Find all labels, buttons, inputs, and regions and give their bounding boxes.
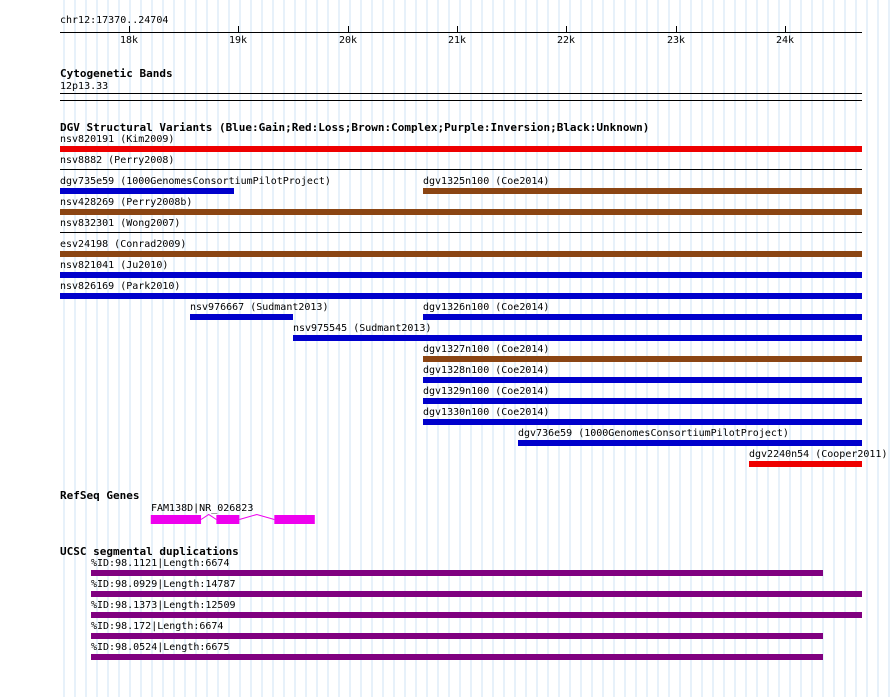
ruler-tick: [457, 26, 458, 32]
dgv-variant-label[interactable]: nsv820191 (Kim2009): [60, 134, 175, 145]
dgv-variant-label[interactable]: nsv821041 (Ju2010): [60, 260, 169, 271]
ruler-tick-label: 20k: [338, 35, 358, 46]
segdup-bar[interactable]: [91, 612, 862, 618]
cytoband-label: 12p13.33: [60, 81, 109, 92]
dgv-variant-bar[interactable]: [518, 440, 862, 446]
dgv-variant-label[interactable]: nsv975545 (Sudmant2013): [293, 323, 432, 334]
ruler-tick-label: 22k: [556, 35, 576, 46]
dgv-variant-bar[interactable]: [60, 169, 862, 170]
cytoband-top-line: [60, 93, 862, 94]
segdup-bar[interactable]: [91, 570, 823, 576]
segdup-bar[interactable]: [91, 591, 862, 597]
dgv-variant-label[interactable]: nsv826169 (Park2010): [60, 281, 181, 292]
segdup-label[interactable]: %ID:98.1373|Length:12509: [91, 600, 236, 611]
ruler-tick: [129, 26, 130, 32]
dgv-variant-bar[interactable]: [423, 356, 862, 362]
segdup-label[interactable]: %ID:98.0929|Length:14787: [91, 579, 236, 590]
dgv-track-title[interactable]: DGV Structural Variants (Blue:Gain;Red:Loss;Brown:Complex;Purple:Inversion;Black:Unknown): [60, 121, 650, 134]
ruler-tick-label: 18k: [119, 35, 139, 46]
dgv-variant-bar[interactable]: [60, 272, 862, 278]
dgv-variant-bar[interactable]: [60, 188, 234, 194]
dgv-variant-bar[interactable]: [60, 232, 862, 233]
dgv-variant-bar[interactable]: [423, 377, 862, 383]
dgv-variant-bar[interactable]: [60, 251, 862, 257]
dgv-variant-label[interactable]: dgv1329n100 (Coe2014): [423, 386, 550, 397]
ruler-tick-label: 23k: [666, 35, 686, 46]
dgv-variant-label[interactable]: nsv8882 (Perry2008): [60, 155, 175, 166]
dgv-variant-bar[interactable]: [60, 293, 862, 299]
ruler-tick-label: 19k: [228, 35, 248, 46]
ruler-axis-line: [60, 32, 862, 33]
dgv-variant-bar[interactable]: [423, 419, 862, 425]
cytoband-track-title[interactable]: Cytogenetic Bands: [60, 67, 173, 80]
dgv-variant-label[interactable]: dgv1330n100 (Coe2014): [423, 407, 550, 418]
dgv-variant-bar[interactable]: [60, 146, 862, 152]
gene-label[interactable]: FAM138D|NR_026823: [151, 503, 254, 514]
dgv-variant-bar[interactable]: [293, 335, 862, 341]
ruler-tick-label: 21k: [447, 35, 467, 46]
dgv-variant-bar[interactable]: [423, 314, 862, 320]
dgv-variant-label[interactable]: nsv976667 (Sudmant2013): [190, 302, 329, 313]
dgv-variant-label[interactable]: esv24198 (Conrad2009): [60, 239, 187, 250]
dgv-variant-bar[interactable]: [423, 398, 862, 404]
dgv-variant-label[interactable]: dgv735e59 (1000GenomesConsortiumPilotProject): [60, 176, 331, 187]
gene-exon[interactable]: [151, 515, 201, 524]
segdup-label[interactable]: %ID:98.0524|Length:6675: [91, 642, 230, 653]
segdup-label[interactable]: %ID:98.1121|Length:6674: [91, 558, 230, 569]
dgv-variant-bar[interactable]: [749, 461, 862, 467]
dgv-variant-bar[interactable]: [190, 314, 293, 320]
gene-exon[interactable]: [274, 515, 314, 524]
segdup-bar[interactable]: [91, 633, 823, 639]
dgv-variant-label[interactable]: dgv1328n100 (Coe2014): [423, 365, 550, 376]
dgv-variant-label[interactable]: nsv832301 (Wong2007): [60, 218, 181, 229]
segdup-label[interactable]: %ID:98.172|Length:6674: [91, 621, 224, 632]
dgv-variant-label[interactable]: dgv1326n100 (Coe2014): [423, 302, 550, 313]
dgv-variant-bar[interactable]: [60, 209, 862, 215]
ruler-tick-label: 24k: [775, 35, 795, 46]
ruler-position-label: chr12:17370..24704: [60, 15, 169, 26]
refseq-track-title[interactable]: RefSeq Genes: [60, 489, 140, 502]
ruler-tick: [566, 26, 567, 32]
gene-model[interactable]: [0, 512, 890, 528]
gene-intron: [239, 515, 274, 520]
cytoband-bottom-line: [60, 100, 862, 101]
dgv-variant-label[interactable]: dgv1325n100 (Coe2014): [423, 176, 550, 187]
ruler-tick: [785, 26, 786, 32]
dgv-variant-bar[interactable]: [423, 188, 862, 194]
dgv-variant-label[interactable]: dgv2240n54 (Cooper2011): [749, 449, 888, 460]
dgv-variant-label[interactable]: dgv736e59 (1000GenomesConsortiumPilotProject): [518, 428, 789, 439]
dgv-variant-label[interactable]: nsv428269 (Perry2008b): [60, 197, 193, 208]
segdup-bar[interactable]: [91, 654, 823, 660]
gene-intron: [201, 515, 216, 520]
ruler-tick: [676, 26, 677, 32]
dgv-variant-label[interactable]: dgv1327n100 (Coe2014): [423, 344, 550, 355]
segdup-track-title[interactable]: UCSC segmental duplications: [60, 545, 239, 558]
ruler-tick: [348, 26, 349, 32]
gene-exon[interactable]: [216, 515, 239, 524]
ruler-tick: [238, 26, 239, 32]
